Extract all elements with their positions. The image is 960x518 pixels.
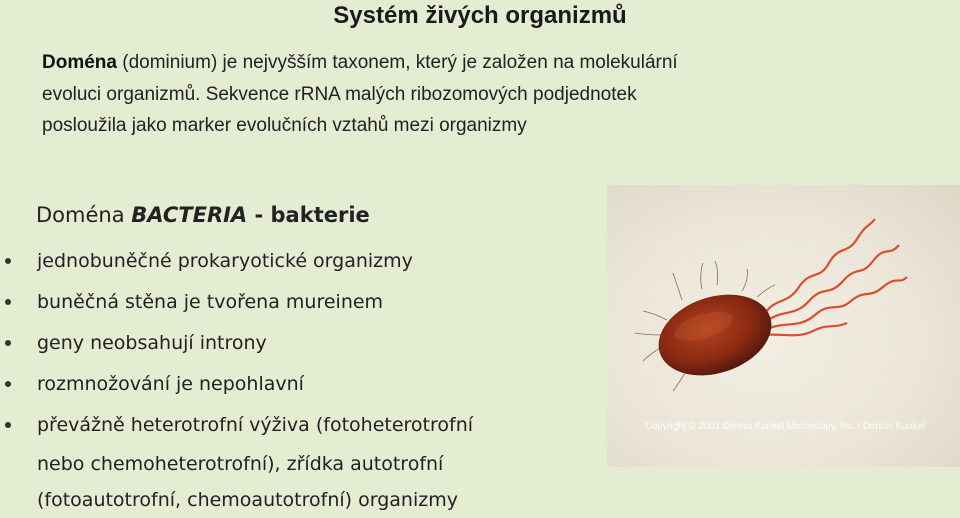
bullet-dot-icon [5,299,11,305]
bullet-text: rozmnožování je nepohlavní [37,373,304,395]
bullet-dot-icon [5,340,11,346]
intro-line-2: evoluci organizmů. Sekvence rRNA malých ribozomových podjednotek [42,83,637,105]
bullet-dot-icon [5,381,11,387]
section-heading-suffix: - bakterie [247,203,370,227]
slide-title: Systém živých organizmů [333,2,627,29]
bullet-text: jednobuněčné prokaryotické organizmy [37,250,413,272]
bullet-item [0,366,473,407]
bullet-text: buněčná stěna je tvořena mureinem [37,291,384,313]
bullet-list [0,243,473,443]
intro-line-1-text: (dominium) je nejvyšším taxonem, který je založen na molekulární [116,52,678,73]
bullet-text-line-3: (fotoautotrofní, chemoautotrofní) organizmy [37,489,458,511]
bullet-text-line-2: nebo chemoheterotrofní), zřídka autotrofní [37,453,444,475]
intro-line-1 [42,47,902,79]
bullet-text-line-1: převážně heterotrofní výživa (fotoheterotrofní [37,414,474,436]
bullet-item [0,407,473,443]
flagella-icon [763,219,907,335]
intro-line-3: posloužila jako marker evolučních vztahů mezi organizmy [42,115,527,136]
bullet-item [0,243,473,284]
bullet-item [0,284,473,325]
section-heading-taxon: BACTERIA [131,203,248,227]
cell-body-icon [648,281,782,389]
bullet-continuation [37,446,458,518]
bacterium-image [607,185,960,467]
bullet-dot-icon [5,422,11,428]
section-heading-prefix: Doména [36,203,132,227]
image-copyright: Copyright © 2001 Dennis Kunkel Microscopy, Inc. / Dennis Kunkel [645,421,925,432]
bullet-item [0,325,473,366]
section-heading [36,200,370,230]
intro-paragraph [42,47,902,142]
bullet-text: geny neobsahují introny [37,332,267,354]
intro-term: Doména [42,52,117,73]
bullet-dot-icon [5,258,11,264]
